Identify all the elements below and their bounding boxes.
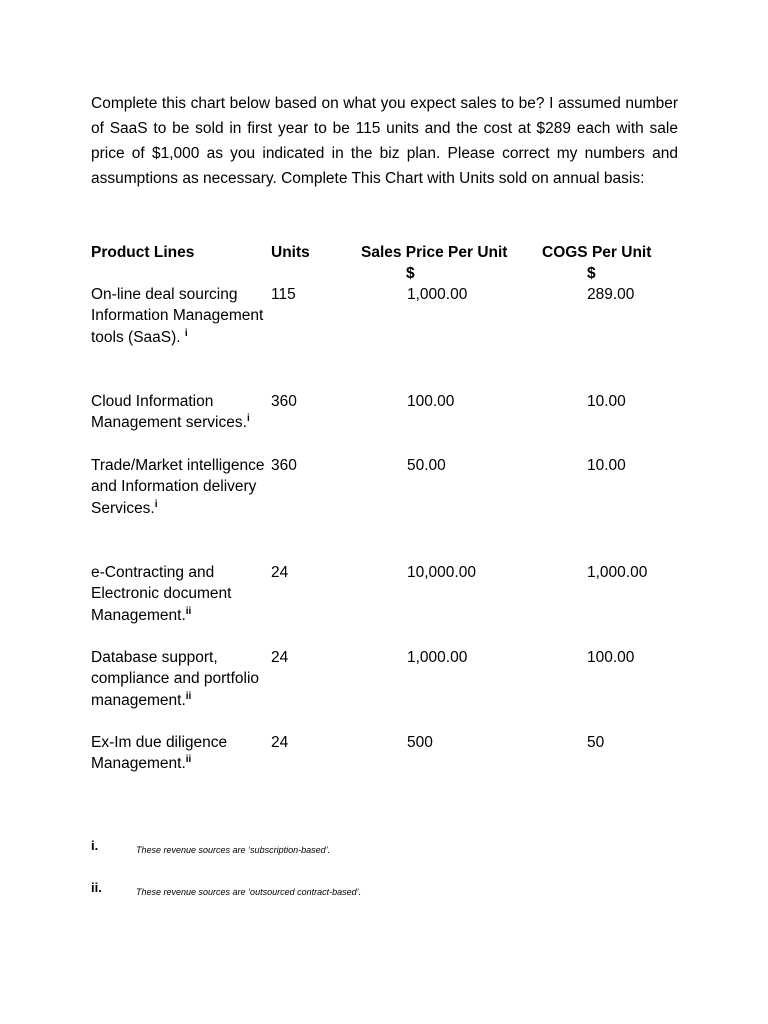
header-sales-price-label: Sales Price Per Unit [361,244,508,261]
footnote-mark-i: i. [91,838,99,853]
product-name: Database support, compliance and portfolio management. [91,649,260,709]
header-units: Units [271,244,310,261]
table-row-price: 50.00 [407,457,446,474]
product-name: Ex-Im due diligence Management. [91,734,228,773]
table-row-cogs: 1,000.00 [587,564,648,581]
footnote-ref: i [184,327,188,339]
table-row-units: 24 [271,564,289,581]
header-product-lines: Product Lines [91,244,195,261]
table-row-cogs: 289.00 [587,286,635,303]
table-row-units: 24 [271,649,289,666]
footnote-ref: i [154,498,158,510]
header-cogs [542,242,651,284]
product-name: Cloud Information Management services. [91,393,247,432]
table-row-name [91,391,266,434]
footnote-text-i: These revenue sources are ‘subscription-based’. [136,845,331,855]
table-row-cogs: 50 [587,734,605,751]
product-name: e-Contracting and Electronic document Management. [91,564,232,624]
header-sales-price [361,242,507,284]
table-row-cogs: 10.00 [587,457,626,474]
table-row-name [91,647,266,711]
footnote-ref: i [246,413,250,425]
table-row-name [91,455,266,519]
table-row-name [91,732,266,775]
footnote-ref: ii [185,690,192,702]
footnote-ref: ii [185,605,192,617]
product-name: Trade/Market intelligence and Information delivery Services. [91,457,265,517]
table-row-units: 115 [271,286,296,303]
table-row-cogs: 10.00 [587,393,626,410]
table-row-units: 360 [271,393,297,410]
header-cogs-unit: $ [587,265,596,282]
table-row-price: 10,000.00 [407,564,476,581]
table-row-units: 24 [271,734,289,751]
table-row-price: 500 [407,734,433,751]
table-row-name [91,562,266,626]
table-row-name [91,284,266,348]
header-cogs-label: COGS Per Unit [542,244,652,261]
header-sales-price-unit: $ [406,265,415,282]
footnote-mark-ii: ii. [91,880,102,895]
footnote-text-ii: These revenue sources are ‘outsourced contract-based’. [136,887,362,897]
table-row-price: 1,000.00 [407,286,468,303]
product-name: On-line deal sourcing Information Management tools (SaaS). [91,286,264,346]
table-row-price: 1,000.00 [407,649,468,666]
intro-paragraph: Complete this chart below based on what you expect sales to be? I assumed number of SaaS to be sold in first year to be 115 units and the cost at $289 each with sale price of $1,000 as you indicated in the biz plan. Please correct my numbers and assumptions as necessary. Complete This Chart with Units sold on annual basis: [91,95,678,187]
table-row-price: 100.00 [407,393,455,410]
footnote-ref: ii [185,754,192,766]
table-row-cogs: 100.00 [587,649,635,666]
table-row-units: 360 [271,457,297,474]
